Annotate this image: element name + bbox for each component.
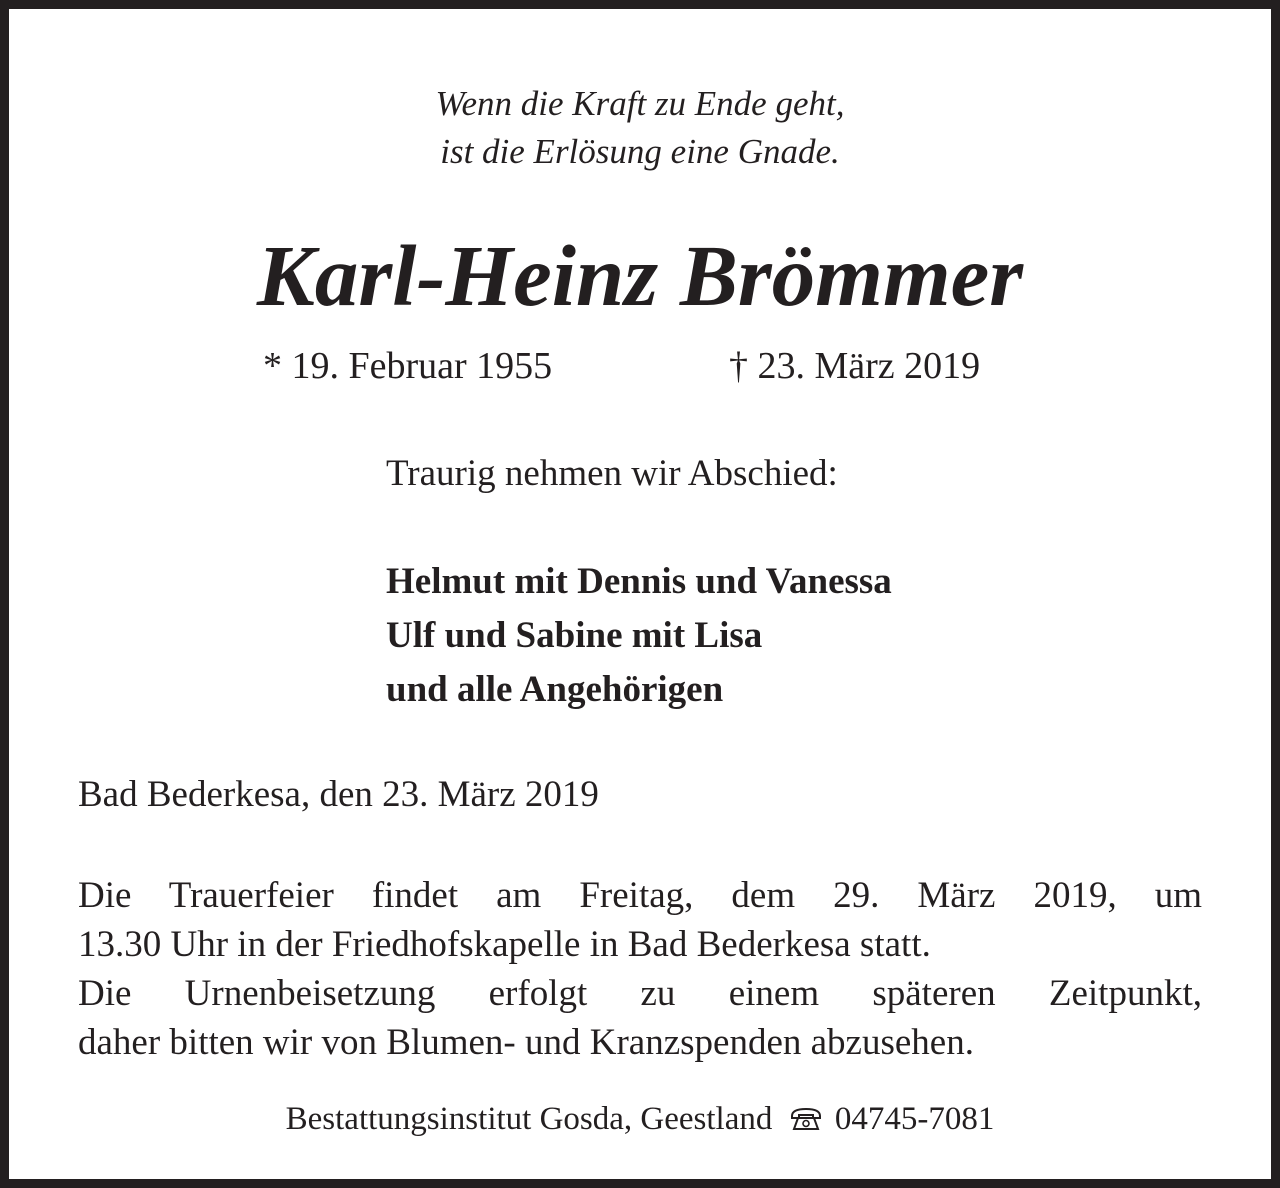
funeral-notice: [78, 871, 1202, 1067]
farewell-intro: Traurig nehmen wir Abschied:: [386, 453, 838, 494]
quote-line-2: ist die Erlösung eine Gnade.: [440, 132, 840, 171]
funeral-home-phone: 04745-7081: [834, 1101, 995, 1137]
quote-line-1: Wenn die Kraft zu Ende geht,: [435, 84, 845, 123]
notice-line: Die Urnenbeisetzung erfolgt zu einem späteren Zeitpunkt,: [78, 973, 1202, 1014]
deceased-name: Karl-Heinz Brömmer: [256, 227, 1024, 324]
death-date: † 23. März 2019: [729, 345, 981, 387]
place-and-date: Bad Bederkesa, den 23. März 2019: [78, 774, 599, 815]
birth-date: * 19. Februar 1955: [263, 345, 553, 387]
mourners-list: [386, 555, 892, 717]
notice-line: daher bitten wir von Blumen- und Kranzspenden abzusehen.: [78, 1022, 974, 1063]
telephone-icon: [789, 1099, 823, 1139]
notice-line: Die Trauerfeier findet am Freitag, dem 29. März 2019, um: [78, 875, 1202, 916]
funeral-home-footer: [9, 1099, 1271, 1139]
funeral-home-name: Bestattungsinstitut Gosda, Geestland: [285, 1101, 773, 1137]
mourner-line: Ulf und Sabine mit Lisa: [386, 615, 763, 656]
mourner-line: und alle Angehörigen: [386, 669, 724, 710]
mourner-line: Helmut mit Dennis und Vanessa: [386, 561, 892, 602]
notice-line: 13.30 Uhr in der Friedhofskapelle in Bad Bederkesa statt.: [78, 924, 931, 965]
